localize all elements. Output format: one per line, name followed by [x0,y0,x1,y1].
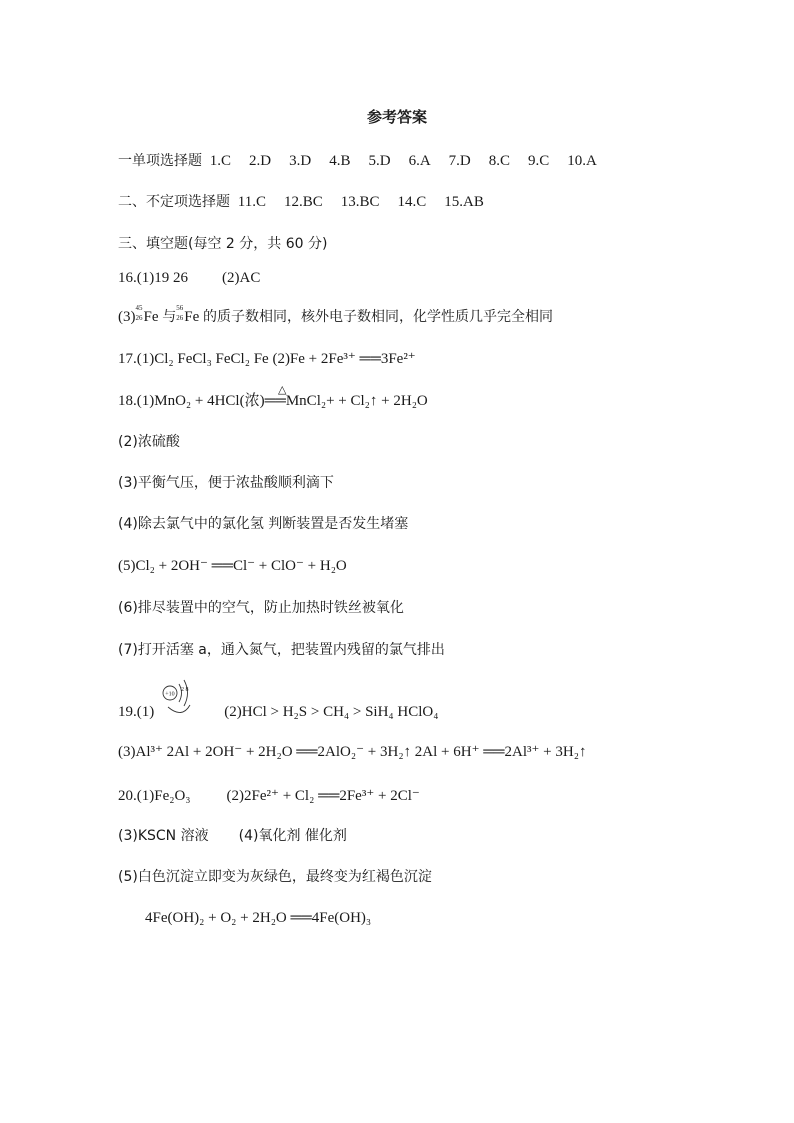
answer-item: 4.B [329,153,351,169]
page-title: 参考答案 [366,108,427,126]
answer-item: 6.A [408,153,431,169]
answer-item: 2.D [249,153,272,169]
q20-part1: 20.(1)Fe₂O₃ (2)2Fe²⁺ + Cl₂ ══2Fe³⁺ + 2Cl⁻ [118,788,420,804]
q19-part3: (3)Al³⁺ 2Al + 2OH⁻ + 2H₂O ══2AlO₂⁻ + 3H₂↑ 2Al + 6H⁺ ══2Al³⁺ + 3H₂↑ [118,744,587,760]
atom-shell-2-label: 8 [185,687,189,693]
answer-list [234,194,484,210]
answer-item: 10.A [567,153,597,169]
q18-part2: (2)浓硫酸 [118,434,180,450]
q18-part5: (5)Cl₂ + 2OH⁻ ══Cl⁻ + ClO⁻ + H₂O [118,558,347,574]
answer-item: 15.AB [444,194,484,210]
atom-nucleus-label: +10 [165,691,175,698]
q20-part5-equation: 4Fe(OH)₂ + O₂ + 2H₂O ══4Fe(OH)₃ [145,910,372,926]
q20-part5: (5)白色沉淀立即变为灰绿色，最终变为红褐色沉淀 [118,869,432,885]
answer-item: 8.C [488,153,511,169]
answer-item: 7.D [448,153,471,169]
answer-item: 12.BC [283,194,323,210]
section-fill-blank: 三、填空题(每空 2 分，共 60 分) [118,236,328,252]
q18-part6: (6)排尽装置中的空气，防止加热时铁丝被氧化 [118,600,404,616]
atom-shell-1-label: 2 [181,687,184,693]
q20-part3-4: (3)KSCN 溶液 (4)氧化剂 催化剂 [118,828,347,844]
answer-item: 1.C [209,153,232,169]
q17-answer: 17.(1)Cl₂ FeCl₃ FeCl₂ Fe (2)Fe + 2Fe³⁺ ══3Fe²⁺ [118,351,416,367]
answer-item: 13.BC [340,194,380,210]
heat-condition: △ [278,384,287,396]
answer-item: 5.D [368,153,391,169]
q16-part1: 16.(1)19 26 (2)AC [118,270,261,286]
answer-item: 9.C [528,153,550,169]
section-label: 一单项选择题 [118,153,202,169]
q18-part7: (7)打开活塞 a，通入氮气，把装置内残留的氯气排出 [118,642,445,658]
answer-item: 3.D [289,153,312,169]
q18-part4: (4)除去氯气中的氯化氢 判断装置是否发生堵塞 [118,516,409,532]
isotope-2: 56 26 [176,304,184,322]
q18-equation: 18.(1)MnO₂ + 4HCl(浓)══MnCl₂+ + Cl₂↑ + 2H₂O △ [118,384,428,409]
atom-structure-diagram [160,677,200,721]
answer-item: 11.C [237,194,266,210]
isotope-1: 45 26 [135,304,143,322]
q19-part1: 19.(1) (2)HCl > H₂S > CH₄ > SiH₄ HClO₄ [118,704,439,720]
section-label: 二、不定项选择题 [118,194,230,210]
q18-part3: (3)平衡气压，便于浓盐酸顺利滴下 [118,475,334,491]
section-multi-choice [118,191,484,211]
q16-part3: (3) 45 26 Fe 与 56 26 Fe 的质子数相同，核外电子数相同，化学性质几乎完全相同 [118,304,553,325]
section-single-choice [118,150,597,170]
answer-item: 14.C [397,194,427,210]
answer-list [206,153,597,169]
